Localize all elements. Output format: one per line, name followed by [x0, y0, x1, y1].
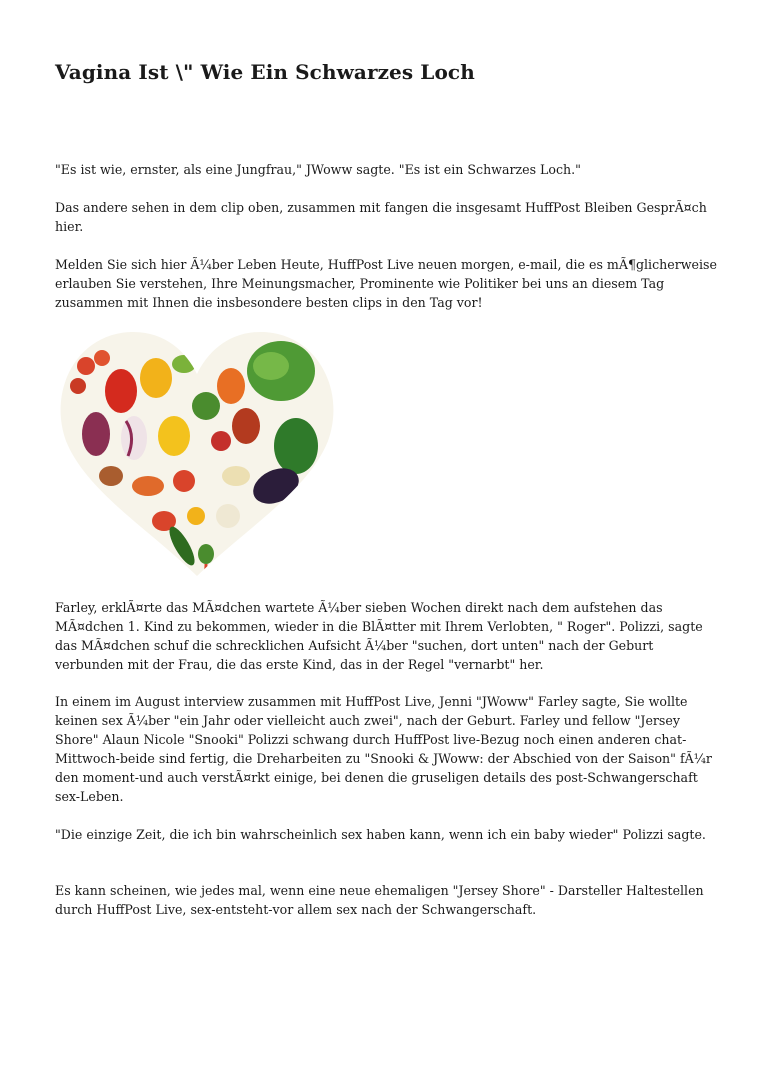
page-title: Vagina Ist \" Wie Ein Schwarzes Loch [55, 60, 475, 84]
paragraph-4: Farley, erklÃ¤rte das MÃ¤dchen wartete Ã¼ber sieben Wochen direkt nach dem aufstehen das MÃ¤dchen 1. Kind zu bekommen, wieder in die BlÃ¤tter mit Ihrem Verlobten, " Roger". Polizzi, sagte das MÃ¤dchen schuf die schrecklichen Aufsicht Ã¼ber "suchen, dort unten" nach der Geburt verbunden mit der Frau, die das erste Kind, das in der Regel "vernarbt" her. [55, 600, 703, 672]
paragraph-7: Es kann scheinen, wie jedes mal, wenn eine neue ehemaligen "Jersey Shore" - Darsteller Haltestellen durch HuffPost Live, sex-entsteht-vor allem sex nach der Schwangerschaft. [55, 883, 704, 917]
vegetable-heart-image [56, 326, 339, 578]
paragraph-5: In einem im August interview zusammen mit HuffPost Live, Jenni "JWoww" Farley sagte, Sie wollte keinen sex Ã¼ber "ein Jahr oder vielleicht auch zwei", nach der Geburt. Farley und fellow "Jersey Shore" Alaun Nicole "Snooki" Polizzi schwang durch HuffPost live-Bezug noch einen anderen chat-Mittwoch-beide sind fertig, die Dreharbeiten zu "Snooki & JWoww: der Abschied von der Saison" fÃ¼r den moment-und auch verstÃ¤rkt einige, bei denen die gruseligen details des post-Schwangerschaft sex-Leben. [55, 694, 712, 804]
vegetable-heart-icon [56, 326, 339, 578]
paragraph-1: "Es ist wie, ernster, als eine Jungfrau," JWoww sagte. "Es ist ein Schwarzes Loch." [55, 162, 581, 177]
paragraph-6: "Die einzige Zeit, die ich bin wahrscheinlich sex haben kann, wenn ich ein baby wieder" Polizzi sagte. [55, 827, 706, 842]
paragraph-3: Melden Sie sich hier Ã¼ber Leben Heute, HuffPost Live neuen morgen, e-mail, die es mÃ¶glicherweise erlauben Sie verstehen, Ihre Meinungsmacher, Prominente wie Politiker bei uns an diesem Tag zusammen mit Ihnen die insbesondere besten clips in den Tag vor! [55, 257, 717, 310]
paragraph-2: Das andere sehen in dem clip oben, zusammen mit fangen die insgesamt HuffPost Bleiben GesprÃ¤ch hier. [55, 200, 707, 234]
